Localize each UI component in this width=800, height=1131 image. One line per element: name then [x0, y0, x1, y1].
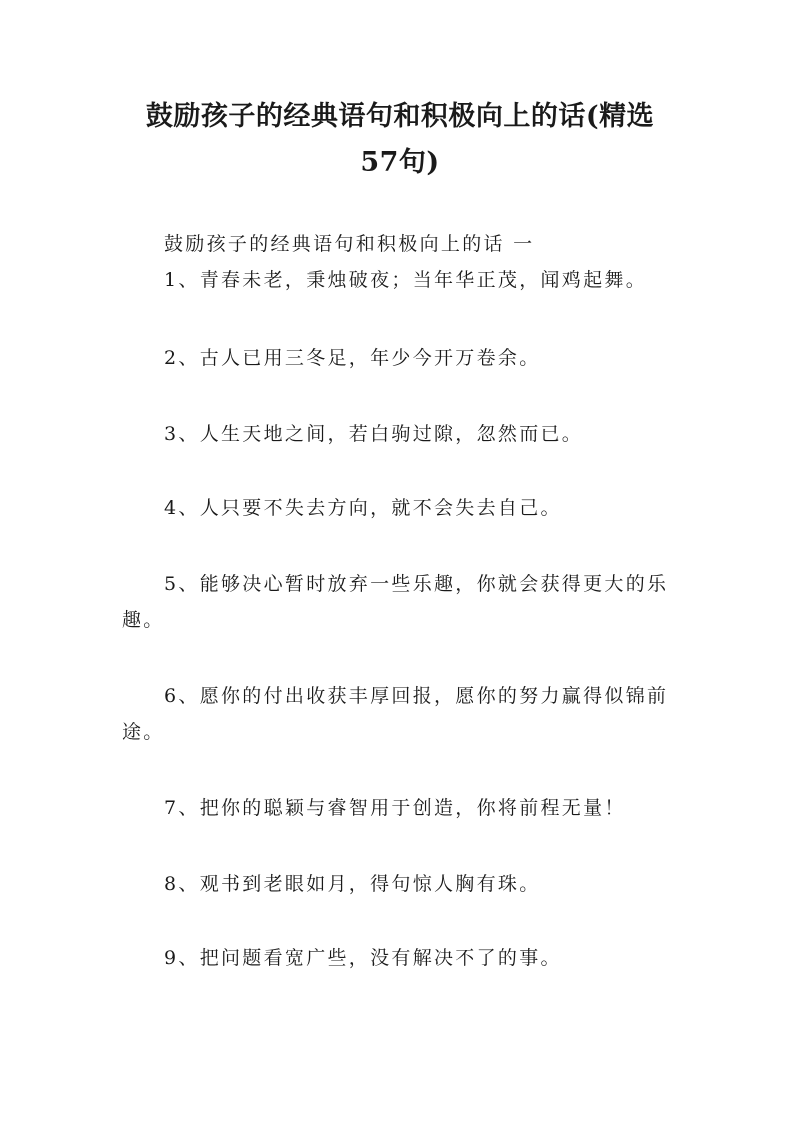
quote-item-9: 9、把问题看宽广些，没有解决不了的事。	[164, 947, 562, 969]
quote-item-4: 4、人只要不失去方向，就不会失去自己。	[164, 497, 562, 519]
quote-item-5: 5、能够决心暂时放弃一些乐趣，你就会获得更大的乐趣。	[122, 573, 669, 631]
title-line-1: 鼓励孩子的经典语句和积极向上的话(精选	[145, 101, 655, 132]
section-heading: 鼓励孩子的经典语句和积极向上的话 一	[164, 233, 535, 255]
quote-item-7: 7、把你的聪颖与睿智用于创造，你将前程无量！	[164, 797, 626, 819]
document-title	[110, 94, 690, 186]
quote-item-6: 6、愿你的付出收获丰厚回报，愿你的努力赢得似锦前途。	[122, 685, 669, 743]
quote-item-8: 8、观书到老眼如月，得句惊人胸有珠。	[164, 873, 541, 895]
quote-item-1: 1、青春未老，秉烛破夜；当年华正茂，闻鸡起舞。	[164, 269, 647, 291]
title-line-2: 57句)	[360, 147, 440, 178]
quote-item-3: 3、人生天地之间，若白驹过隙，忽然而已。	[164, 423, 584, 445]
quote-item-2: 2、古人已用三冬足，年少今开万卷余。	[164, 347, 541, 369]
